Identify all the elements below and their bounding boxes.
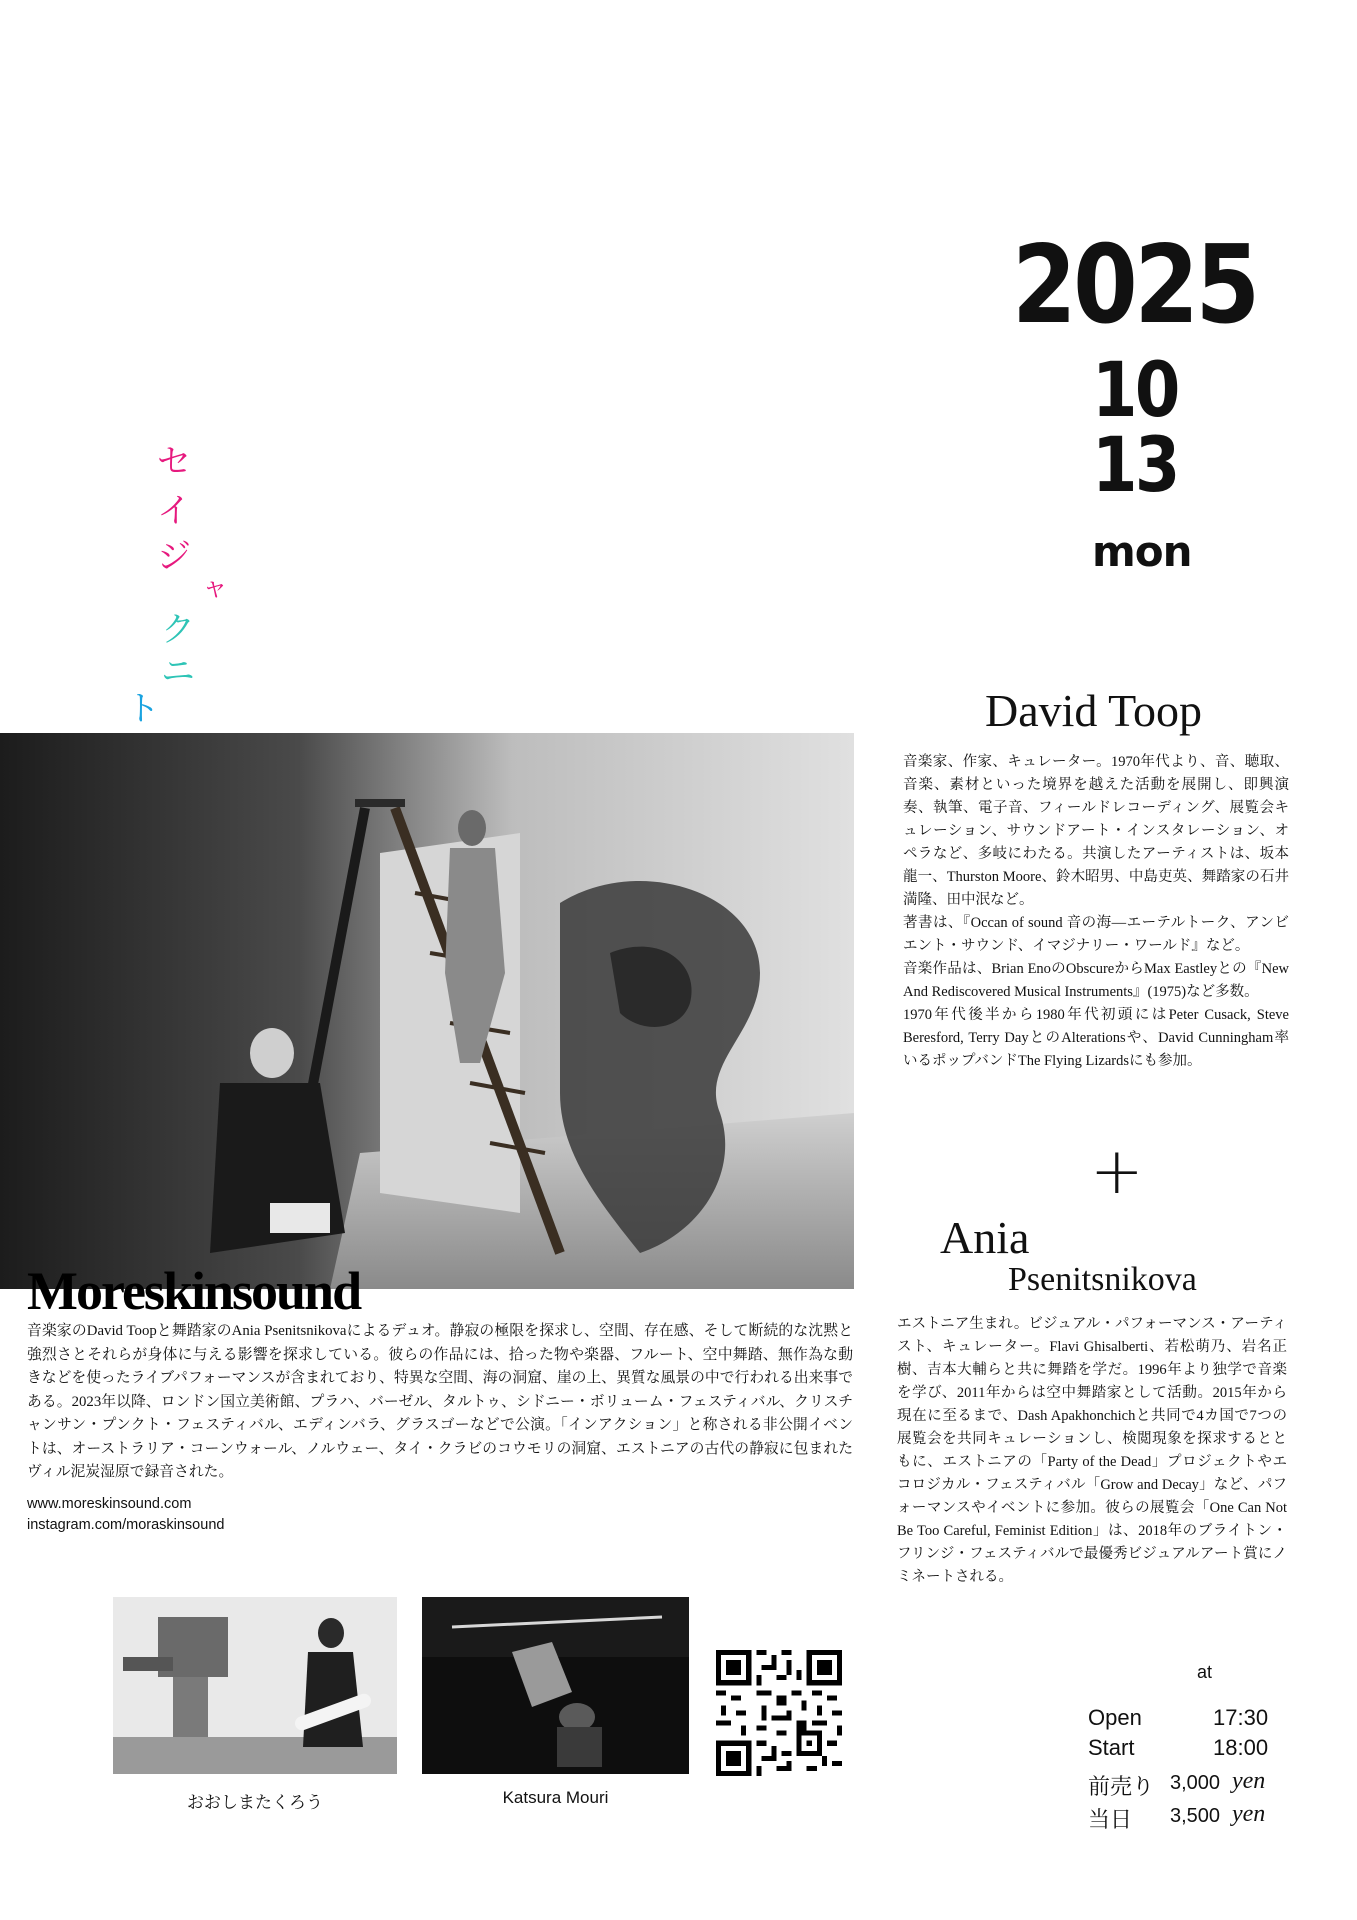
performance-photo — [0, 733, 854, 1289]
group-name: Moreskinsound — [27, 1261, 361, 1321]
kana-char: イ — [157, 491, 191, 531]
supporting-name-1: おおしまたくろう — [187, 1793, 323, 1812]
supporting-photo-1 — [113, 1597, 397, 1774]
event-month: 10 — [1092, 345, 1178, 434]
group-links — [27, 1494, 224, 1536]
kana-char: セ — [157, 442, 191, 482]
plus-sign: + — [1090, 1135, 1144, 1209]
kana-char: ニ — [161, 652, 195, 692]
artist2-name-last: Psenitsnikova — [1008, 1261, 1197, 1298]
venue-at: at — [1197, 1662, 1213, 1682]
event-year: 2025 — [1012, 223, 1257, 348]
kana-char: ク — [161, 610, 195, 650]
kana-char: ジ — [157, 537, 191, 577]
artist1-bio: 音楽家、作家、キュレーター。1970年代より、音、聴取、音楽、素材といった境界を越えた活動を展開し、即興演奏、執筆、電子音、フィールドレコーディング、展覧会キュレーション、サウンドアート・インスタレーション、オペラなど、多岐にわたる。共演したアーティストは、坂本龍一、Thurston Moore、鈴木昭男、中島吏英、舞踏家の石井満隆、田中泯など。 著書は、『Occan of sound 音の海―エーテルトーク、アンビエント・サウンド、イマジナリー・ワールド』など。 音楽作品は、Brian EnoのObscureからMax Eastleyとの『New And Rediscovered Musical Instruments』(1975)など多数。 1970年代後半から1980年代初頭にはPeter Cusack, Steve Beresford, Terry DayとのAlterationsや、David Cunningham率いるポップバンドThe Flying Lizardsにも参加。 — [903, 754, 1289, 1069]
artist1-name: David Toop — [985, 685, 1202, 736]
instagram-link[interactable]: instagram.com/moraskinsound — [27, 1517, 225, 1533]
event-day: 13 — [1092, 420, 1178, 509]
advance-price: 3,000 — [1170, 1772, 1221, 1794]
event-weekday: mon — [1092, 527, 1192, 576]
artist2-bio: エストニア生まれ。ビジュアル・パフォーマンス・アーティスト、キュレーター。Flavi Ghisalberti、若松萌乃、岩名正樹、吉本大輔らと共に舞踏を学だ。1996年より独学で音楽を学び、2011年からは空中舞踏家として活動。2015年から現在に至るまで、Dash Apakhonchichと共同で4カ国で7つの展覧会を共同キュレーションし、検閲現象を探求するとともに、エストニアの「Party of the Dead」プロジェクトやエコロジカル・フェスティバル「Grow and Decay」など、パフォーマンスやイベントに参加。彼らの展覧会「One Can Not Be Too Careful, Feminist Edition」は、2018年のブライトン・フリンジ・フェスティバルで最優秀ビジュアルアート賞にノミネートされる。 — [897, 1316, 1287, 1585]
door-label: 当日 — [1088, 1807, 1133, 1832]
open-time: 17:30 — [1213, 1705, 1269, 1730]
supporting-name-2: Katsura Mouri — [502, 1788, 609, 1807]
door-price: 3,500 — [1170, 1805, 1221, 1827]
advance-unit: yen — [1232, 1768, 1266, 1794]
kana-char: ト — [126, 689, 160, 729]
open-label: Open — [1088, 1705, 1142, 1730]
start-label: Start — [1088, 1735, 1135, 1760]
artist2-name-first: Ania — [940, 1212, 1030, 1263]
advance-label: 前売り — [1088, 1774, 1155, 1799]
door-unit: yen — [1232, 1801, 1266, 1827]
group-description: 音楽家のDavid Toopと舞踏家のAnia Psenitsnikovaによるデュオ。静寂の極限を探求し、空間、存在感、そして断続的な沈黙と強烈さとそれらが身体に与える影響を探求している。彼らの作品には、拾った物や楽器、フルート、空中舞踏、無作為な動きなどを使ったライブパフォーマンスが含まれており、特異な空間、海の洞窟、崖の上、異質な風景の中で行われる出来事である。2023年以降、ロンドン国立美術館、プラハ、バーゼル、タルトゥ、シドニー・ボリューム・フェスティバル、クリスチャンサン・プンクト・フェスティバル、エディンバラ、グラスゴーなどで公演。「インアクション」と称される非公開イベントは、オーストラリア・コーンウォール、ノルウェー、タイ・クラビのコウモリの洞窟、エストニアの古代の静寂に包まれたヴィル泥炭湿原で録音された。 — [27, 1323, 853, 1480]
qr-code[interactable] — [716, 1650, 842, 1776]
supporting-photo-2 — [422, 1597, 689, 1774]
website-link[interactable]: www.moreskinsound.com — [27, 1496, 192, 1512]
kana-char: ャ — [202, 573, 229, 603]
start-time: 18:00 — [1213, 1735, 1269, 1760]
